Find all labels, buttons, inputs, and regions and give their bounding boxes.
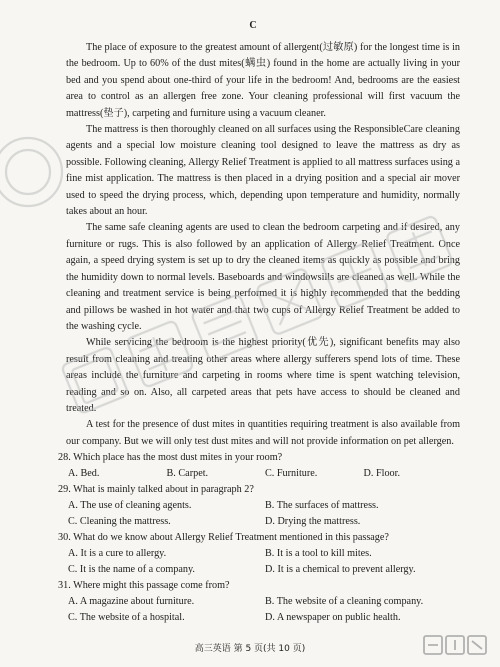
option-row (66, 498, 460, 514)
option-c: C. Furniture. (265, 468, 318, 480)
passage-paragraph-1: The place of exposure to the greatest amount of allergent(过敏原) for the longest time is in the bedroom. Up to 60% of the dust mites(螨虫) found in the home are actually living in your bed and you spend about one-third of your life in the bedroom! And, bedrooms are the easiest area to control as an allergen free zone. Your cleaning professional will first vacuum the mattress(垫子), carpeting and furniture using a vacuum cleaner. (66, 42, 460, 119)
option-row (66, 546, 460, 562)
option-c: C. Cleaning the mattress. (68, 516, 171, 528)
question-31 (58, 578, 460, 626)
option-b: B. The website of a cleaning company. (265, 596, 424, 608)
question-stem: 29. What is mainly talked about in paragraph 2? (58, 484, 254, 496)
question-28 (58, 450, 460, 482)
option-a: A. Bed. (68, 468, 100, 480)
page-footer: 高三英语 第 5 页(共 10 页) (194, 644, 306, 654)
question-30 (58, 530, 460, 578)
option-d: D. It is a chemical to prevent allergy. (265, 564, 416, 576)
option-d: D. Drying the mattress. (265, 516, 361, 528)
question-stem: 28. Which place has the most dust mites in your room? (58, 452, 283, 464)
option-d: D. A newspaper on public health. (265, 612, 401, 624)
option-d: D. Floor. (363, 468, 401, 480)
option-a: A. A magazine about furniture. (68, 596, 195, 608)
question-list (58, 450, 460, 626)
option-b: B. It is a tool to kill mites. (265, 548, 372, 560)
question-stem: 30. What do we know about Allergy Relief Treatment mentioned in this passage? (58, 532, 389, 544)
reading-passage (66, 40, 460, 450)
option-c: C. It is the name of a company. (68, 564, 195, 576)
option-row (66, 466, 460, 482)
option-b: B. Carpet. (166, 468, 209, 480)
passage-paragraph-4: While servicing the bedroom is the highest priority(优先), significant benefits may also result from cleaning and treating other areas where allergy sufferers spend lots of time. These areas include the furniture and carpeting in rooms where time is spent watching television, reading and so on. Also, all carpeted areas that pets have access to should be cleaned and treated. (66, 337, 460, 414)
option-a: A. It is a cure to allergy. (68, 548, 167, 560)
option-row (66, 610, 460, 626)
option-row (66, 514, 460, 530)
passage-paragraph-2: The mattress is then thoroughly cleaned on all surfaces using the ResponsibleCare cleaning agents and a special low moisture cleaning tool designed to leave the mattress as dry as possible. Following cleaning, Allergy Relief Treatment is applied to all mattress surfaces using a fine mist application. The mattress is then placed in a drying position and a special air mover used to speed the drying process, which, depending upon temperature and humidity, normally takes about an hour. (66, 124, 460, 218)
question-29 (58, 482, 460, 530)
passage-paragraph-3: The same safe cleaning agents are used to clean the bedroom carpeting and if desired, any furniture or rugs. This is also followed by an application of Allergy Relief Treatment. Once again, a speed drying system is set up to dry the cleaned items as quickly as possible and bring the humidity down to normal levels. Baseboards and windowsills are cleaned as well. While the cleaning and treatment service is being performed it is highly recommended that the bedding and pillows be washed in hot water and that two cups of Allergy Relief Treatment be added to the washing cycle. (66, 222, 460, 332)
option-row (66, 562, 460, 578)
option-b: B. The surfaces of mattress. (265, 500, 379, 512)
section-letter: C (249, 20, 257, 31)
passage-paragraph-5: A test for the presence of dust mites in quantities requiring treatment is also available from our company. But we will only test dust mites and will not provide information on pet allergen. (66, 419, 460, 447)
option-c: C. The website of a hospital. (68, 612, 185, 624)
option-a: A. The use of cleaning agents. (68, 500, 192, 512)
question-stem: 31. Where might this passage come from? (58, 580, 230, 592)
option-row (66, 594, 460, 610)
